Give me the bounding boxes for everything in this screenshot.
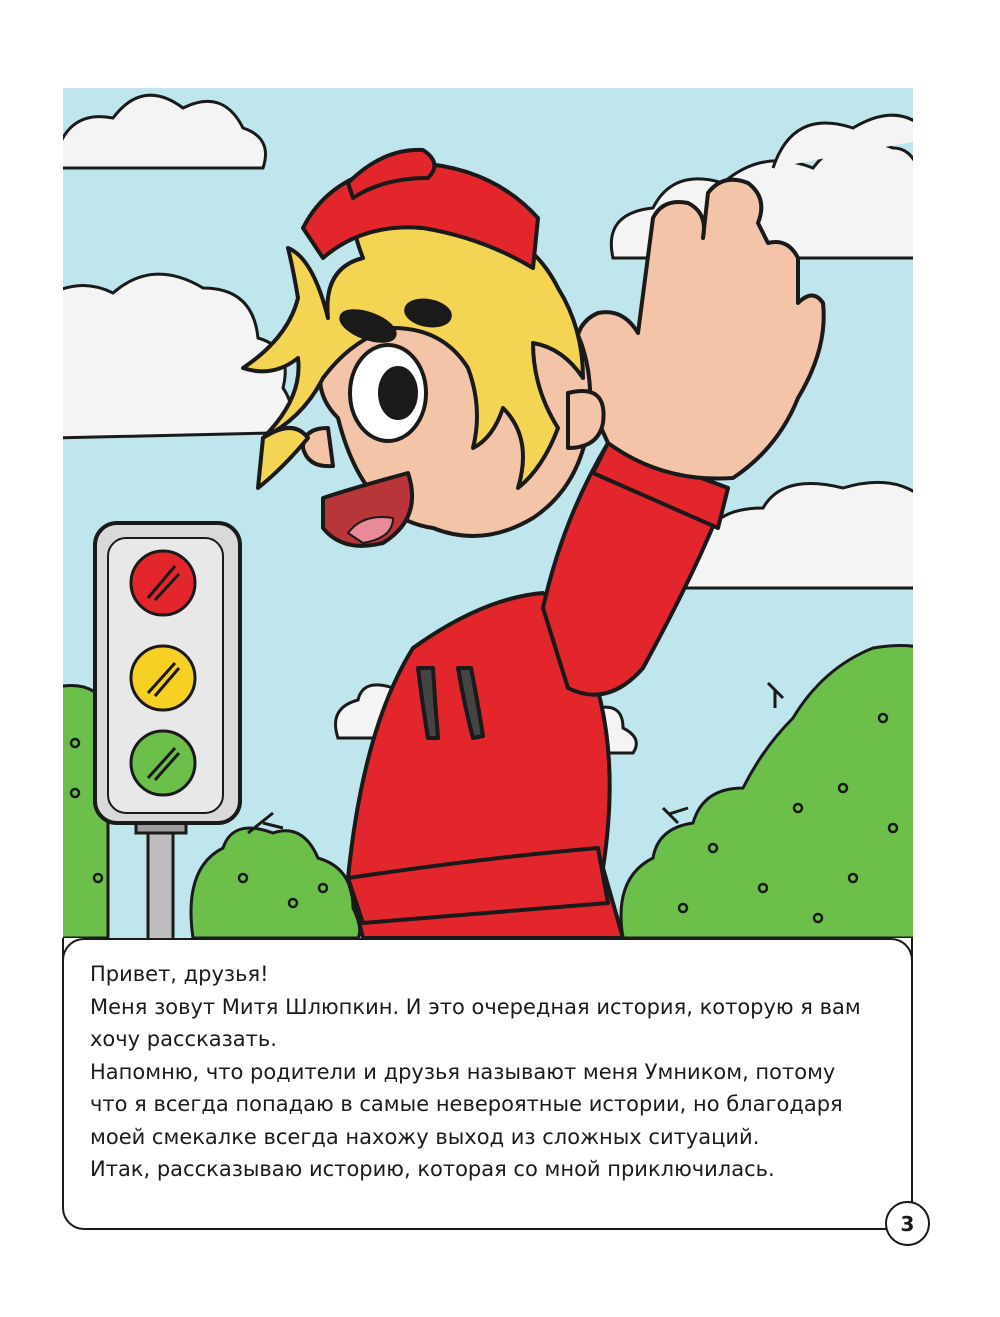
story-text: [90, 958, 900, 1186]
story-line: Итак, рассказываю историю, которая со мной приключилась.: [90, 1157, 775, 1181]
page-number-badge: [885, 1201, 930, 1246]
story-line: Напомню, что родители и друзья называют меня Умником, потому: [90, 1059, 836, 1084]
page-number: 3: [900, 1211, 915, 1236]
story-line: что я всегда попадаю в самые невероятные истории, но благодаря: [90, 1092, 843, 1116]
red-light: [131, 551, 195, 615]
story-line: Привет, друзья!: [90, 962, 269, 986]
cover-illustration: [63, 88, 913, 938]
story-line: моей смекалке всегда нахожу выход из сложных ситуаций.: [90, 1124, 760, 1149]
story-line: хочу рассказать.: [90, 1027, 277, 1051]
story-line: Меня зовут Митя Шлюпкин. И это очередная история, которую я вам: [90, 994, 861, 1019]
story-text-box: [62, 938, 913, 1230]
